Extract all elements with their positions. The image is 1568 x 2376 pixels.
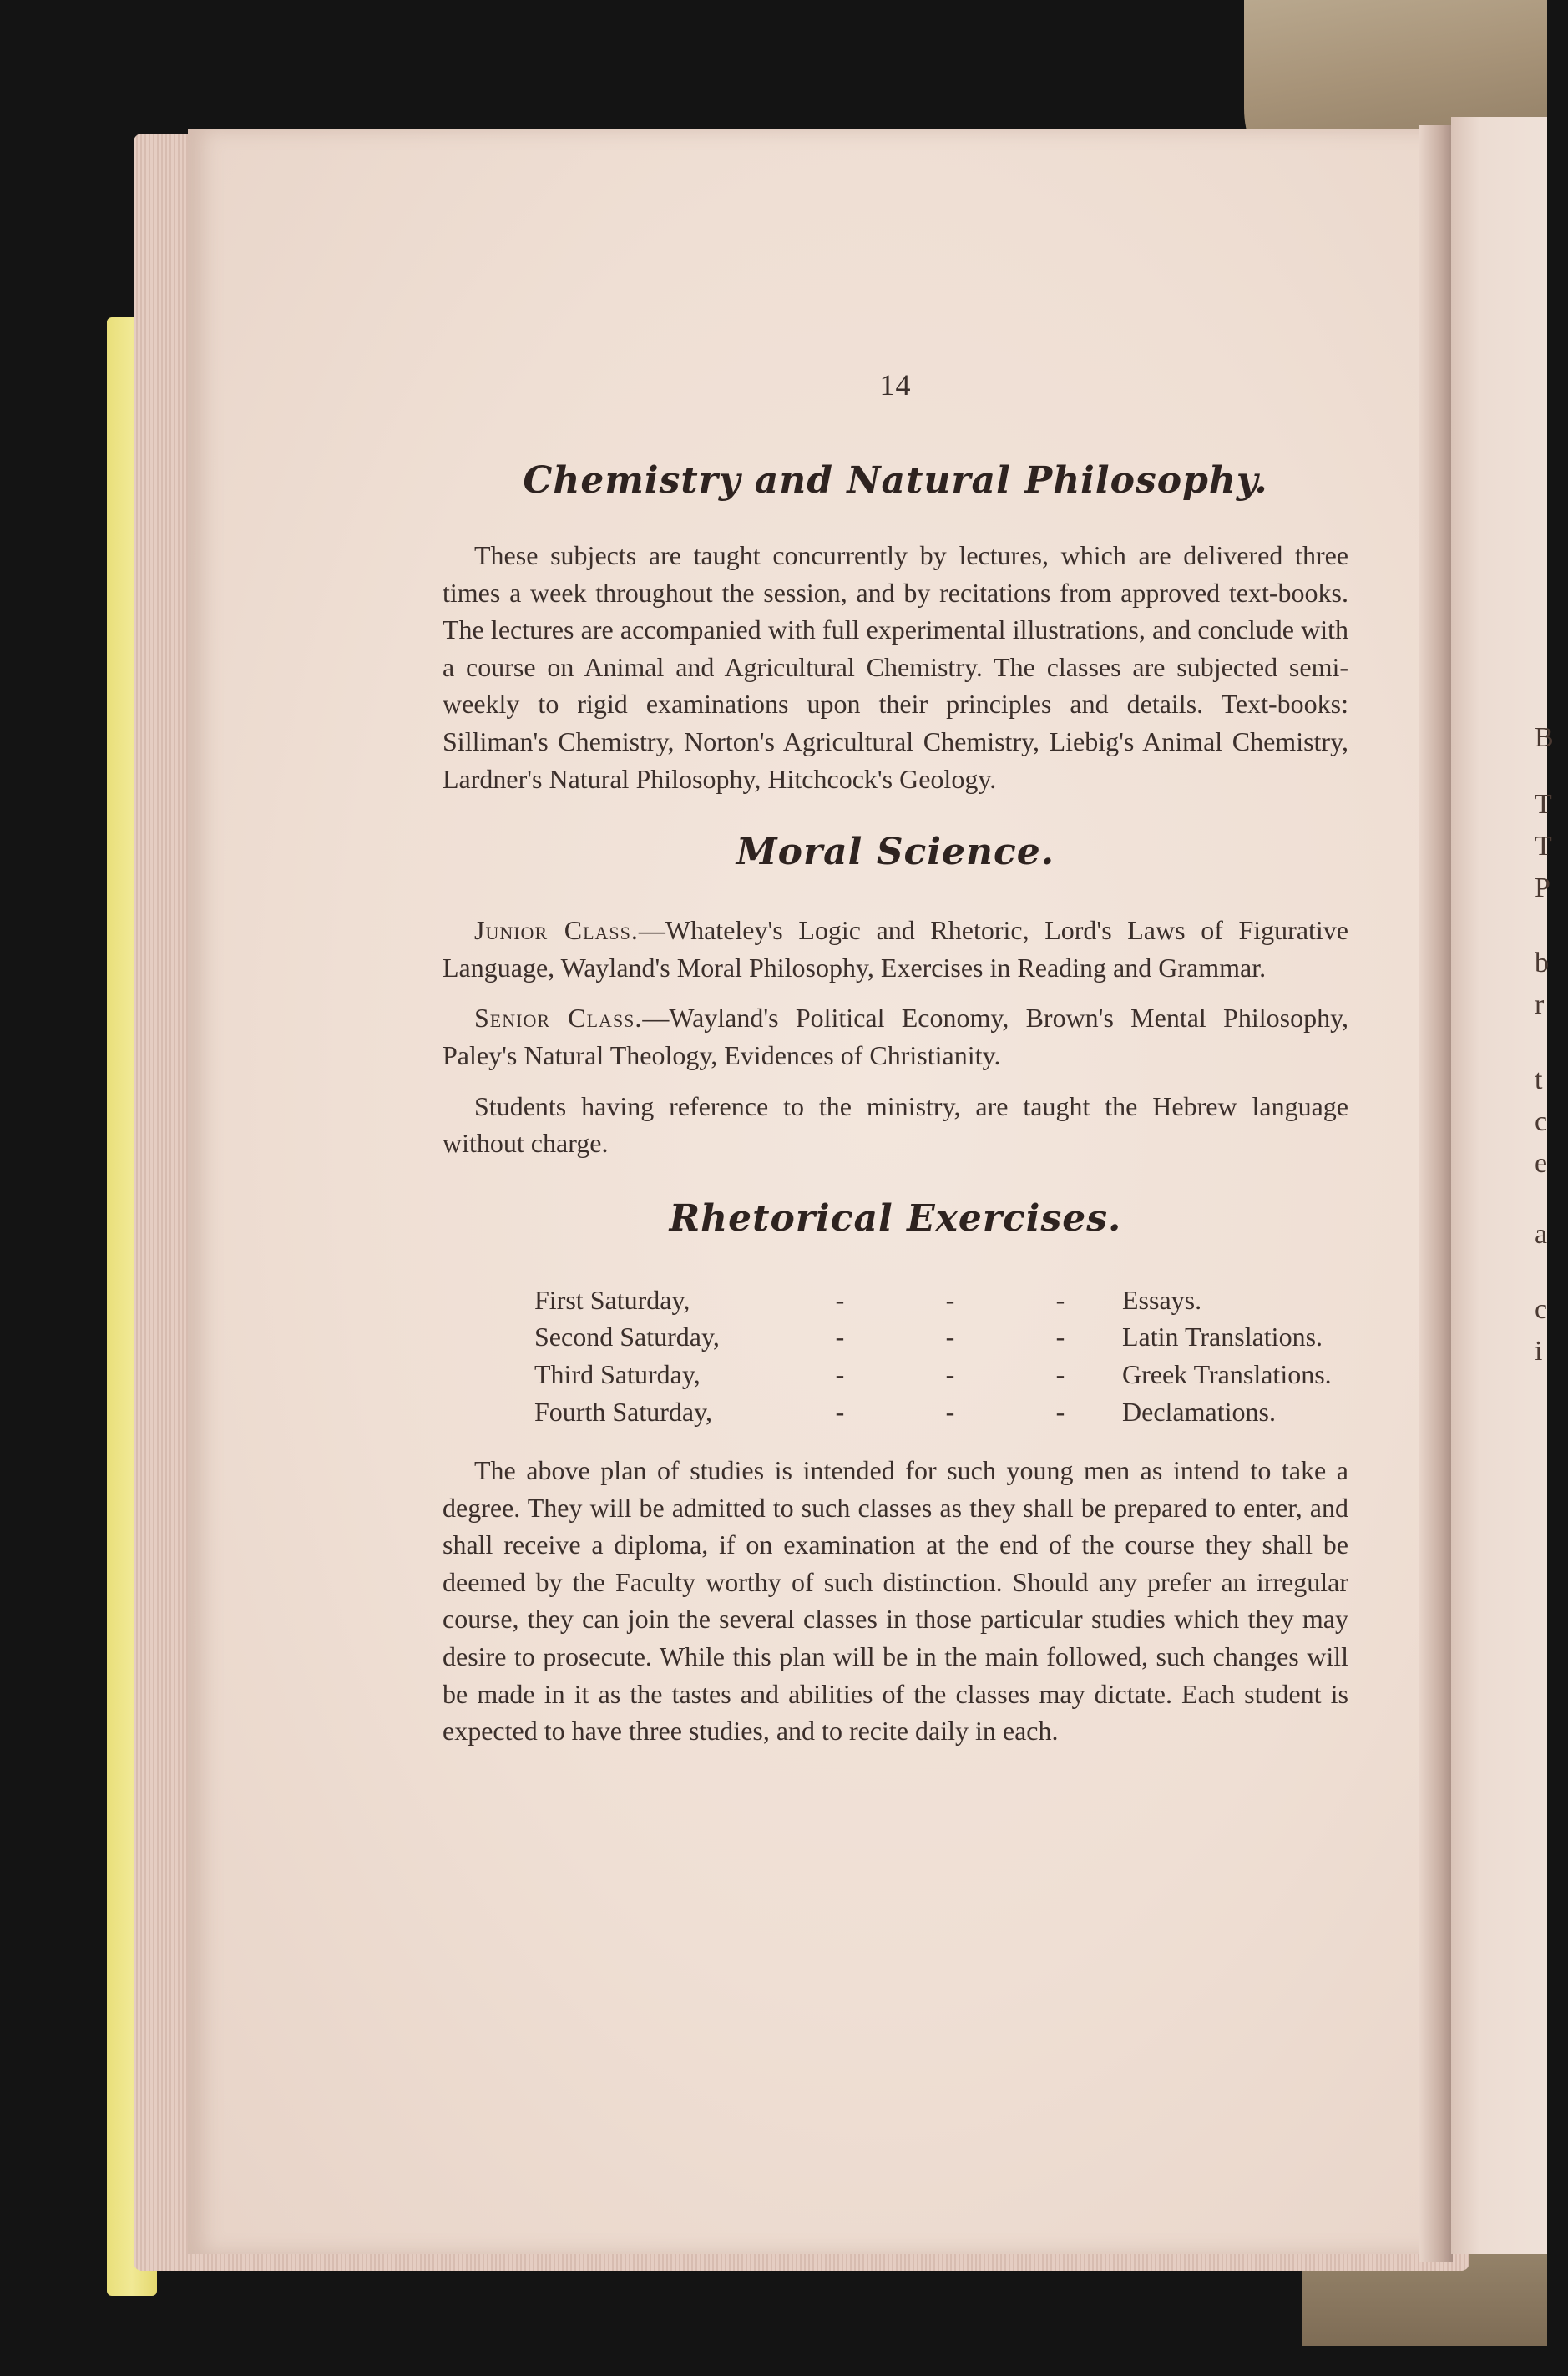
- schedule-row: [534, 1393, 1348, 1431]
- junior-class-paragraph: [443, 912, 1348, 986]
- schedule-exercise: Declamations.: [1122, 1396, 1276, 1427]
- leader-dash: -: [835, 1396, 845, 1427]
- leader-dash: -: [945, 1284, 955, 1315]
- schedule-exercise: Essays.: [1122, 1284, 1202, 1315]
- schedule-day: First Saturday,: [534, 1284, 690, 1315]
- facing-letter: b: [1535, 948, 1549, 978]
- facing-letter: a: [1535, 1219, 1548, 1250]
- chemistry-paragraph: These subjects are taught concurrently by lectures, which are delivered three times a week throughout the session, and by recitations from approved text-books. The lectures are accompanied with full experimental illustrations, and conclude with a course on Animal and Agricultural Chemistry. The classes are subjected semi-weekly to rigid examinations upon their principles and details. Text-books: Silliman's Chemistry, Norton's Agricultural Chemistry, Liebig's Animal Chemistry, Lardner's Natural Philosophy, Hitchcock's Geology.: [443, 540, 1348, 794]
- schedule-exercise: Greek Translations.: [1122, 1358, 1332, 1389]
- exercise-schedule: [534, 1282, 1348, 1430]
- facing-letter: B: [1535, 722, 1554, 753]
- leader-dash: -: [1055, 1396, 1065, 1427]
- closing-paragraph: The above plan of studies is intended for such young men as intend to take a degree. They will be admitted to such classes as they shall be prepared to enter, and shall receive a diploma, if on examination at the end of the course they shall be deemed by the Faculty worthy of such distinction. Should any prefer an irregular course, they can join the several classes in those particular studies which they may desire to prosecute. While this plan will be in the main followed, such changes will be made in it as the tastes and abilities of the classes may dictate. Each student is expected to have three studies, and to recite daily in each.: [443, 1455, 1348, 1747]
- senior-class-label: Senior Class.: [474, 1003, 643, 1034]
- facing-letter: P: [1535, 872, 1550, 903]
- schedule-day: Fourth Saturday,: [534, 1396, 713, 1427]
- moral-science-heading: Moral Science.: [736, 831, 1055, 874]
- hebrew-paragraph: Students having reference to the ministry, are taught the Hebrew language without charge.: [443, 1090, 1348, 1159]
- schedule-day: Second Saturday,: [534, 1322, 720, 1352]
- facing-letter: i: [1535, 1336, 1543, 1367]
- leader-dash: -: [835, 1284, 845, 1315]
- leader-dash: -: [1055, 1284, 1065, 1315]
- page-content: [443, 367, 1348, 1750]
- leader-dash: -: [945, 1358, 955, 1389]
- facing-letter: e: [1535, 1148, 1548, 1179]
- schedule-row: [534, 1356, 1348, 1393]
- junior-class-label: Junior Class.: [474, 915, 639, 946]
- leader-dash: -: [945, 1322, 955, 1352]
- schedule-exercise: Latin Translations.: [1122, 1322, 1323, 1352]
- senior-class-paragraph: [443, 999, 1348, 1074]
- facing-letter: t: [1535, 1064, 1543, 1095]
- junior-class-text: —Whateley's Logic and Rhetoric, Lord's Laws of Figurative Language, Wayland's Moral Philosophy, Exercises in Reading and Grammar.: [443, 915, 1349, 983]
- facing-letter: r: [1535, 989, 1545, 1020]
- senior-class-text: —Wayland's Political Economy, Brown's Mental Philosophy, Paley's Natural Theology, Evidences of Christianity.: [443, 1003, 1349, 1070]
- book-gutter: [1419, 125, 1453, 2262]
- leader-dash: -: [835, 1358, 845, 1389]
- schedule-row: [534, 1282, 1348, 1319]
- facing-letter: c: [1535, 1294, 1548, 1325]
- chemistry-heading: Chemistry and Natural Philosophy.: [523, 459, 1268, 502]
- leader-dash: -: [1055, 1322, 1065, 1352]
- facing-page: [1451, 117, 1554, 2254]
- rhetorical-exercises-heading: Rhetorical Exercises.: [669, 1196, 1122, 1240]
- page-number: 14: [879, 368, 912, 402]
- facing-letter: c: [1535, 1106, 1548, 1137]
- leader-dash: -: [1055, 1358, 1065, 1389]
- leader-dash: -: [945, 1396, 955, 1427]
- leader-dash: -: [835, 1322, 845, 1352]
- schedule-day: Third Saturday,: [534, 1358, 701, 1389]
- facing-letter: T: [1535, 831, 1552, 862]
- facing-letter: T: [1535, 789, 1552, 820]
- schedule-row: [534, 1318, 1348, 1356]
